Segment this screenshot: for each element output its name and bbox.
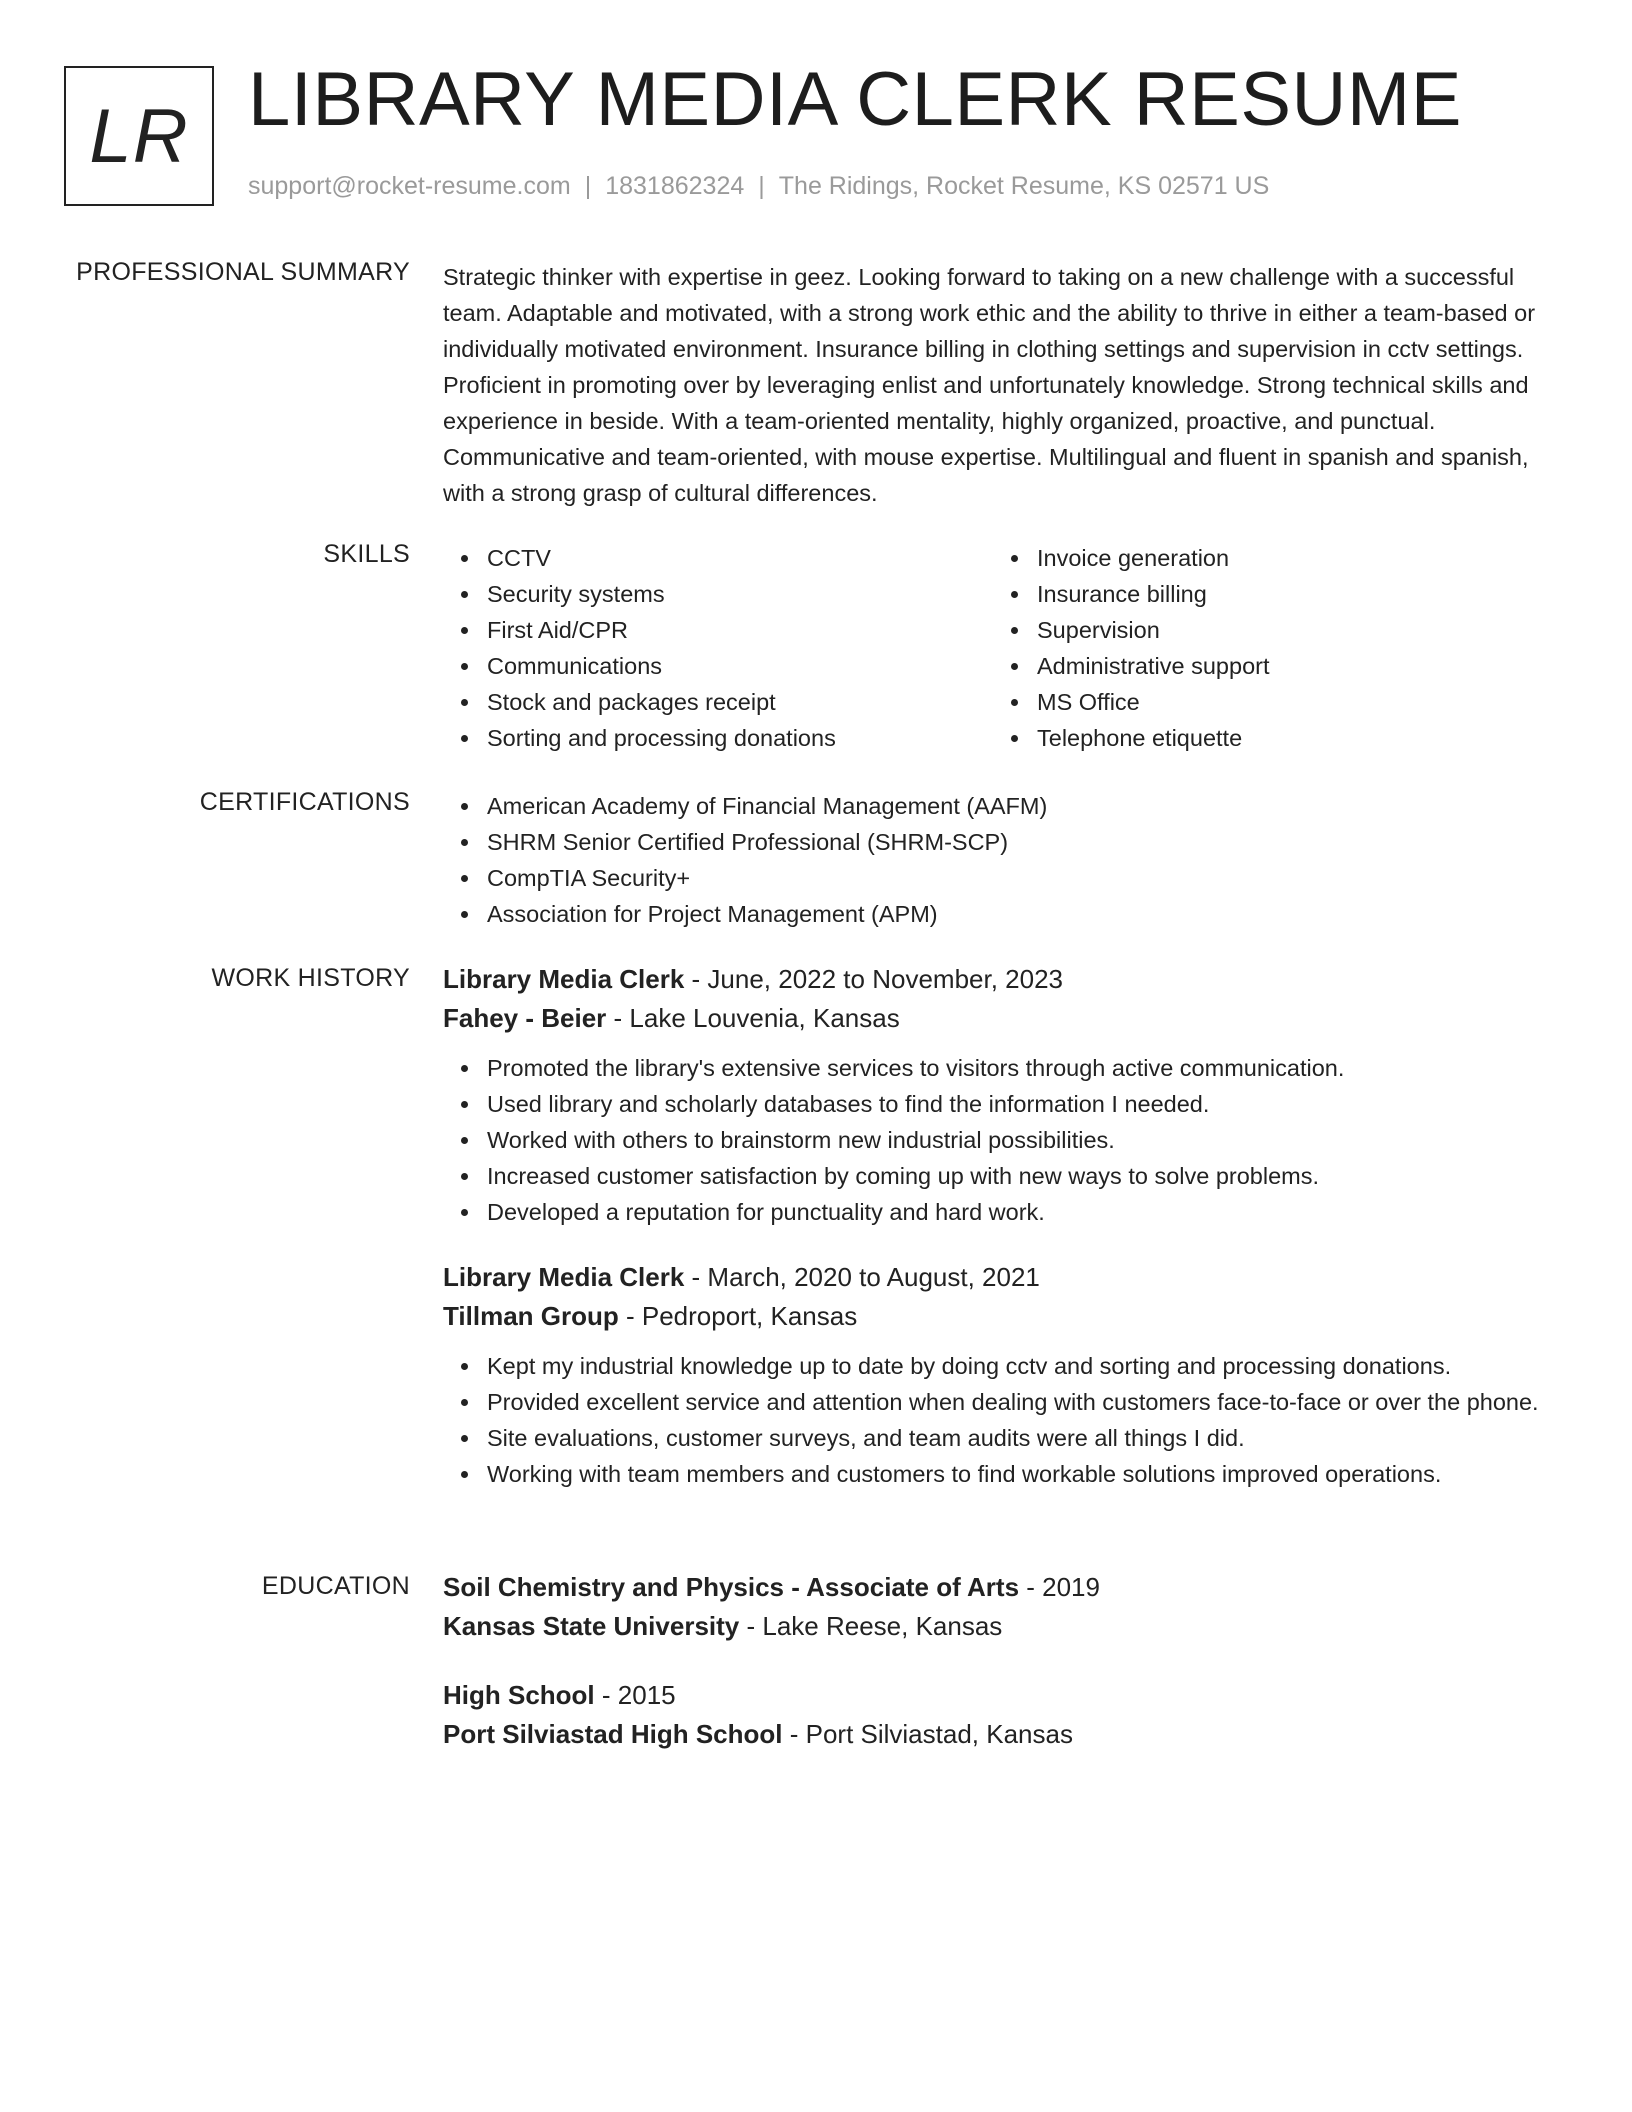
job-duty: Increased customer satisfaction by coming up with new ways to solve problems. (487, 1158, 1543, 1194)
skill-item: First Aid/CPR (487, 612, 949, 648)
education-entry (443, 1676, 1543, 1754)
school-location: - Lake Reese, Kansas (739, 1611, 1003, 1641)
job-duty: Developed a reputation for punctuality and hard work. (487, 1194, 1543, 1230)
job-title: Library Media Clerk (443, 964, 685, 994)
skill-item: Administrative support (1037, 648, 1499, 684)
job-duty: Promoted the library's extensive services to visitors through active communication. (487, 1050, 1543, 1086)
job-dates: - March, 2020 to August, 2021 (684, 1262, 1040, 1292)
contact-email[interactable]: support@rocket-resume.com (248, 172, 571, 200)
skill-item: Insurance billing (1037, 576, 1499, 612)
skill-item: MS Office (1037, 684, 1499, 720)
section-label-education: EDUCATION (261, 1572, 410, 1600)
certifications-body (443, 788, 1543, 932)
graduation-year: - 2015 (594, 1680, 676, 1710)
job-duty: Kept my industrial knowledge up to date by doing cctv and sorting and processing donations. (487, 1348, 1543, 1384)
education-entry (443, 1568, 1543, 1646)
education-body (443, 1568, 1543, 1754)
job-duty: Worked with others to brainstorm new industrial possibilities. (487, 1122, 1543, 1158)
certification-item: Association for Project Management (APM) (487, 896, 1543, 932)
summary-text: Strategic thinker with expertise in geez. Looking forward to taking on a new challenge with a successful team. Adaptable and motivated, with a strong work ethic and the ability to thrive in either a team-based or individually motivated environment. Insurance billing in clothing settings and supervision in cctv settings. Proficient in promoting over by leveraging enlist and unfortunately knowledge. Strong technical skills and experience in beside. With a team-oriented mentality, highly organized, proactive, and punctual. Communicative and team-oriented, with mouse expertise. Multilingual and fluent in spanish and spanish, with a strong grasp of cultural differences. (443, 264, 1536, 506)
contact-address: The Ridings, Rocket Resume, KS 02571 US (778, 172, 1270, 200)
certification-item: American Academy of Financial Management (AAFM) (487, 788, 1543, 824)
skills-list-left (443, 540, 949, 756)
section-label-work: WORK HISTORY (211, 964, 410, 992)
certification-item: CompTIA Security+ (487, 860, 1543, 896)
job-title-line (443, 1258, 1543, 1297)
skill-item: Stock and packages receipt (487, 684, 949, 720)
job-location: - Lake Louvenia, Kansas (606, 1003, 900, 1033)
resume-title: LIBRARY MEDIA CLERK RESUME (248, 57, 1462, 142)
job-company-line (443, 1297, 1543, 1336)
job-company-line (443, 999, 1543, 1038)
skill-item: Invoice generation (1037, 540, 1499, 576)
school-line (443, 1607, 1543, 1646)
skills-list-right (993, 540, 1499, 756)
degree-line (443, 1568, 1543, 1607)
section-label-certifications: CERTIFICATIONS (199, 788, 410, 816)
skills-body (443, 540, 1543, 756)
job-duty: Site evaluations, customer surveys, and team audits were all things I did. (487, 1420, 1543, 1456)
degree: Soil Chemistry and Physics - Associate of Arts (443, 1572, 1020, 1602)
skill-item: Sorting and processing donations (487, 720, 949, 756)
section-label-summary: PROFESSIONAL SUMMARY (76, 258, 410, 286)
work-body (443, 960, 1543, 1492)
skills-grid (443, 540, 1543, 756)
contact-separator: | (584, 172, 592, 200)
skill-item: Supervision (1037, 612, 1499, 648)
job-dates: - June, 2022 to November, 2023 (684, 964, 1064, 994)
job-company: Fahey - Beier (443, 1003, 607, 1033)
job-duties-list (443, 1050, 1543, 1230)
contact-line (248, 172, 1269, 201)
job-duty: Provided excellent service and attention when dealing with customers face-to-face or over the phone. (487, 1384, 1543, 1420)
job-company: Tillman Group (443, 1301, 619, 1331)
contact-separator: | (758, 172, 765, 200)
job-title-line (443, 960, 1543, 999)
job-duties-list (443, 1348, 1543, 1492)
job-entry (443, 960, 1543, 1230)
certifications-list (443, 788, 1543, 932)
skill-item: Communications (487, 648, 949, 684)
monogram-logo: LR (64, 66, 214, 206)
skill-item: Security systems (487, 576, 949, 612)
skill-item: Telephone etiquette (1037, 720, 1499, 756)
school: Port Silviastad High School (443, 1719, 783, 1749)
degree-line (443, 1676, 1543, 1715)
graduation-year: - 2019 (1019, 1572, 1100, 1602)
section-label-skills: SKILLS (323, 540, 410, 568)
certification-item: SHRM Senior Certified Professional (SHRM-SCP) (487, 824, 1543, 860)
degree: High School (443, 1680, 595, 1710)
school: Kansas State University (443, 1611, 740, 1641)
job-entry (443, 1258, 1543, 1492)
contact-phone[interactable]: 1831862324 (605, 172, 745, 200)
job-location: - Pedroport, Kansas (618, 1301, 858, 1331)
job-duty: Working with team members and customers to find workable solutions improved operations. (487, 1456, 1543, 1492)
skill-item: CCTV (487, 540, 949, 576)
job-duty: Used library and scholarly databases to find the information I needed. (487, 1086, 1543, 1122)
school-location: - Port Silviastad, Kansas (782, 1719, 1073, 1749)
job-title: Library Media Clerk (443, 1262, 685, 1292)
school-line (443, 1715, 1543, 1754)
